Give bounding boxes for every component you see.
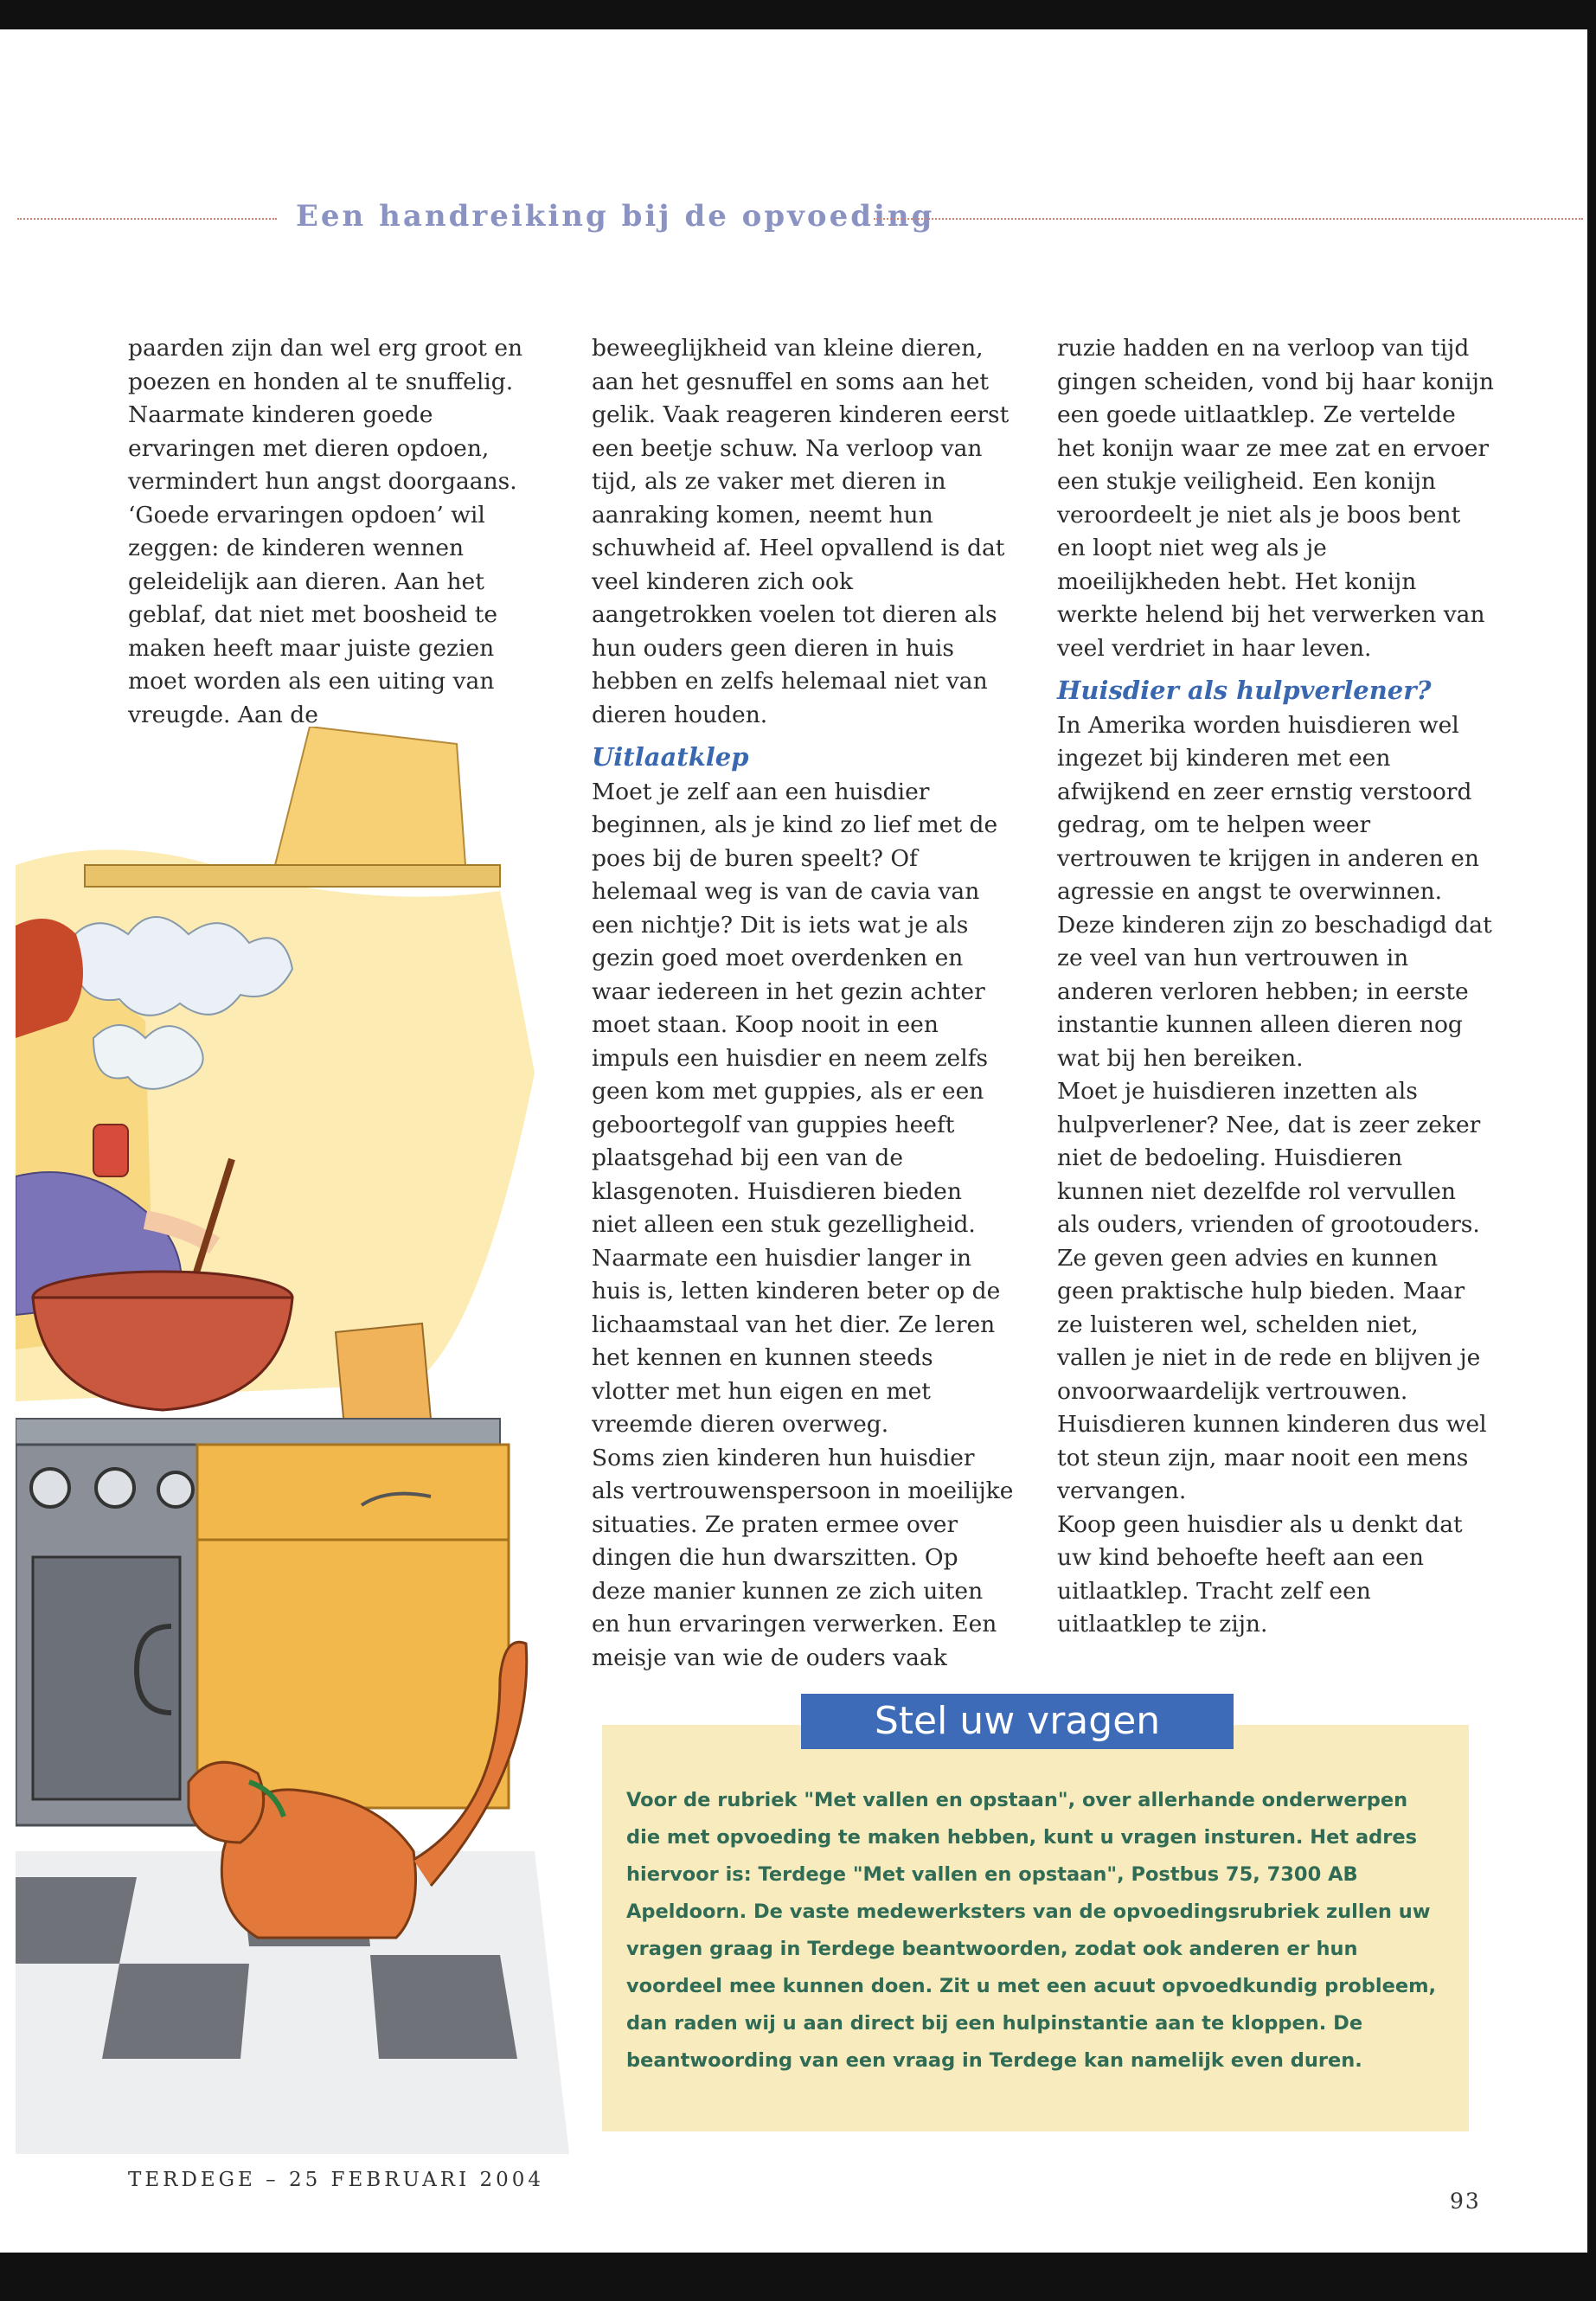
column-3 [1057, 332, 1495, 1642]
subheading-huisdier: Huisdier als hulpverlener? [1057, 676, 1432, 705]
paragraph: Soms zien kinderen hun huisdier als vertrouwenspersoon in moeilijke situaties. Ze praten ermee over dingen die hun dwarszitten. Op deze manier kunnen ze zich uiten en hun ervaringen verwerken. Een meisje van wie de ouders vaak [592, 1444, 1014, 1671]
header-rule-left [17, 218, 277, 220]
paragraph: beweeglijkheid van kleine dieren, aan het gesnuffel en soms aan het gelik. Vaak reageren kinderen eerst een beetje schuw. Na verloop van tijd, als ze vaker met dieren in aanraking komen, neemt hun schuwheid af. Heel opvallend is dat veel kinderen zich ook aangetrokken voelen tot dieren als hun ouders geen dieren in huis hebben en zelfs helemaal niet van dieren houden. [592, 335, 1010, 728]
paragraph: paarden zijn dan wel erg groot en poezen en honden al te snuffelig. Naarmate kinderen goede ervaringen met dieren opdoen, vermindert hun angst doorgaans. [128, 335, 523, 495]
paragraph: Moet je zelf aan een huisdier beginnen, als je kind zo lief met de poes bij de buren speelt? Of helemaal weg is van de cavia van een nichtje? Dit is iets wat je als gezin goed moet overdenken en waar iedereen in het gezin achter moet staan. Koop nooit in een impuls een huisdier en neem zelfs geen kom met guppies, als er een geboortegolf van guppies heeft plaatsgehad bij een van de klasgenoten. Huisdieren bieden niet alleen een stuk gezelligheid. Naarmate een huisdier langer in huis is, letten kinderen beter op de lichaamstaal van het dier. Ze leren het kennen en kunnen steeds vlotter met hun eigen en met vreemde dieren overweg. [592, 778, 1001, 1438]
column-2 [592, 332, 1014, 1675]
paragraph: Moet je huisdieren inzetten als hulpverlener? Nee, dat is zeer zeker niet de bedoeling. Huisdieren kunnen niet dezelfde rol vervullen als ouders, vrienden of grootouders. Ze geven geen advies en kunnen geen praktische hulp bieden. Maar ze luisteren wel, schelden niet, vallen je niet in de rede en blijven je onvoorwaardelijk vertrouwen. Huisdieren kunnen kinderen dus wel tot steun zijn, maar nooit een mens vervangen. [1057, 1078, 1487, 1504]
top-border [0, 0, 1596, 29]
subheading-uitlaatklep: Uitlaatklep [592, 742, 749, 772]
paragraph: ruzie hadden en na verloop van tijd gingen scheiden, vond bij haar konijn een goede uitlaatklep. Ze vertelde het konijn waar ze mee zat en ervoer een stukje veiligheid. Een konijn veroordeelt je niet als je boos bent en loopt niet weg als je moeilijkheden hebt. Het konijn werkte helend bij het verwerken van veel verdriet in haar leven. [1057, 335, 1494, 662]
paragraph: In Amerika worden huisdieren wel ingezet bij kinderen met een afwijkend en zeer ernstig verstoord gedrag, om te helpen weer vertrouwen te krijgen in anderen en agressie en angst te overwinnen. Deze kinderen zijn zo beschadigd dat ze veel van hun vertrouwen in anderen verloren hebben; in eerste instantie kunnen alleen dieren nog wat bij hen bereiken. [1057, 711, 1492, 1072]
bottom-border [0, 2253, 1596, 2301]
paragraph: Koop geen huisdier als u denkt dat uw kind behoefte heeft aan een uitlaatklep. Tracht zelf een uitlaatklep te zijn. [1057, 1510, 1463, 1638]
page-number: 93 [1450, 2189, 1481, 2214]
header-title: Een handreiking bij de opvoeding [296, 199, 935, 234]
paragraph: ‘Goede ervaringen opdoen’ wil zeggen: de kinderen wennen geleidelijk aan dieren. Aan het geblaf, dat niet met boosheid te maken heeft maar juiste gezien moet worden als een uiting van vreugde. Aan de [128, 501, 498, 728]
section-header [0, 199, 1596, 251]
box-title: Stel uw vragen [801, 1694, 1234, 1749]
footer-publication: TERDEGE – 25 FEBRUARI 2004 [128, 2169, 545, 2191]
column-1 [128, 332, 552, 732]
right-border [1587, 0, 1596, 2301]
header-rule-right [874, 218, 1583, 220]
kitchen-cat-illustration-icon [16, 727, 578, 2154]
box-text: Voor de rubriek "Met vallen en opstaan", over allerhande onderwerpen die met opvoeding te maken hebben, kunt u vragen insturen. Het adres hiervoor is: Terdege "Met vallen en opstaan", Postbus 75, 7300 AB Apeldoorn. De vaste medewerksters van de opvoedingsrubriek zullen uw vragen graag in Terdege beantwoorden, zodat ook anderen er hun voordeel mee kunnen doen. Zit u met een acuut opvoedkundig probleem, dan raden wij u aan direct bij een hulpinstantie aan te kloppen. De beantwoording van een vraag in Terdege kan namelijk even duren. [626, 1789, 1437, 2072]
